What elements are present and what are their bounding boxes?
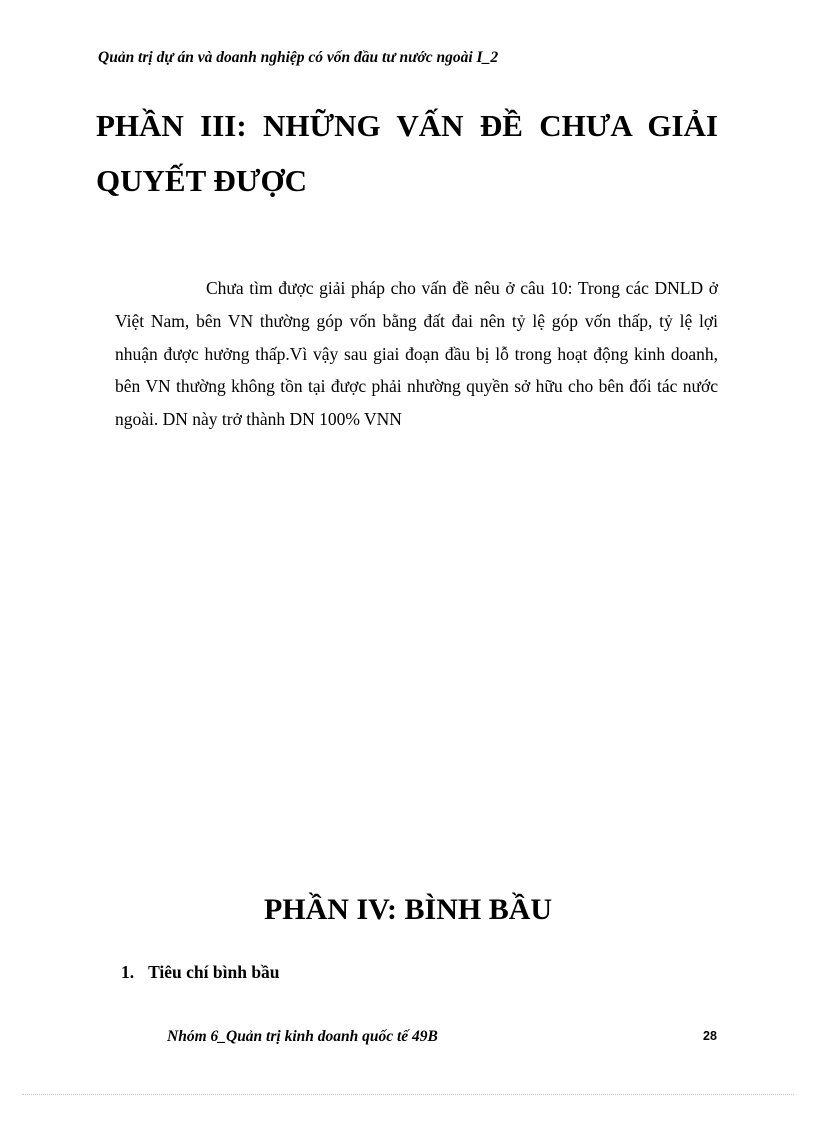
footer-group-label: Nhóm 6_Quản trị kinh doanh quốc tế 49B [167, 1028, 438, 1045]
section-3-paragraph: Chưa tìm được giải pháp cho vấn đề nêu ở câu 10: Trong các DNLD ở Việt Nam, bên VN thường góp vốn bằng đất đai nên tỷ lệ góp vốn thấp, tỷ lệ lợi nhuận được hưởng thấp.Vì vậy sau giai đoạn đầu bị lỗ trong hoạt động kinh doanh, bên VN thường không tồn tại được phải nhường quyền sở hữu cho bên đối tác nước ngoài. DN này trở thành DN 100% VNN [115, 278, 718, 430]
section-3-title [96, 98, 718, 208]
heading-label: Tiêu chí bình bầu [148, 962, 280, 982]
numbered-heading [121, 962, 280, 983]
section-3-title-line-1: PHẦN III: NHỮNG VẤN ĐỀ CHƯA GIẢI [96, 108, 718, 143]
section-4-title [0, 893, 816, 927]
section-3-title-line-2: QUYẾT ĐƯỢC [96, 163, 307, 198]
page-number: 28 [703, 1029, 717, 1043]
section-4-title-text: PHẦN IV: BÌNH BẦU [263, 893, 553, 926]
running-header: Quản trị dự án và doanh nghiệp có vốn đầu tư nước ngoài I_2 [98, 49, 499, 66]
page-bottom-edge [22, 1094, 794, 1095]
heading-number: 1. [121, 962, 135, 982]
